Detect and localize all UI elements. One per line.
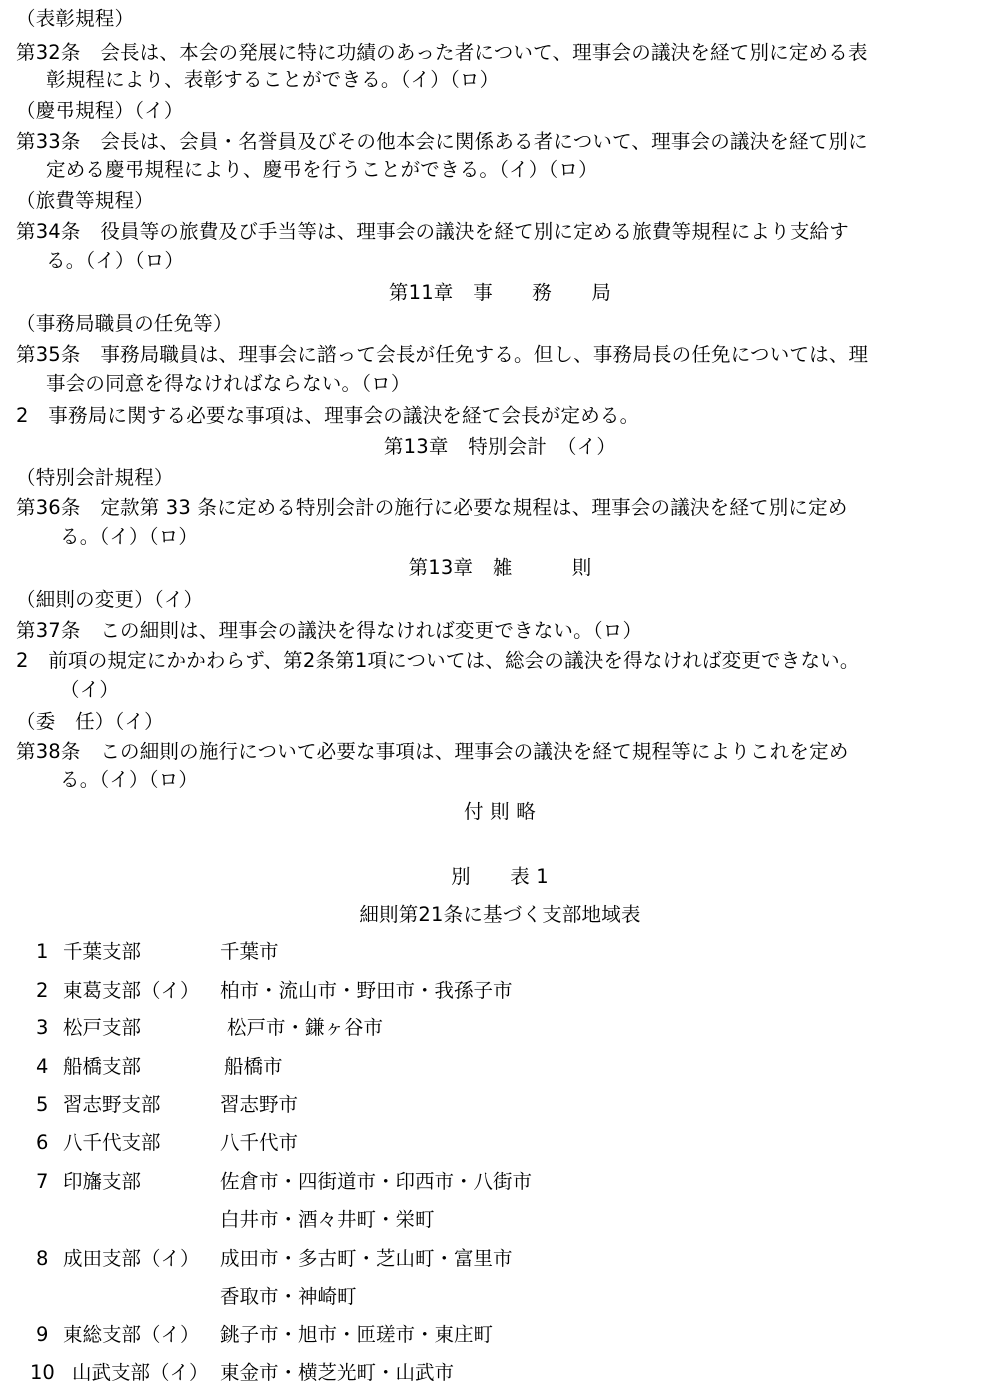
branch-number: 7 (36, 1170, 49, 1193)
branch-name: 千葉支部 (63, 940, 142, 963)
article-35-cont: 事会の同意を得なければならない。（ロ） (46, 372, 411, 395)
branch-number: 3 (36, 1016, 49, 1039)
branch-area: 成田市・多古町・芝山町・富里市 (220, 1247, 513, 1270)
appendix-subtitle: 細則第21条に基づく支部地域表 (359, 903, 641, 926)
branch-row (0, 976, 1000, 1006)
branch-row (0, 1052, 1000, 1082)
branch-name: 印旛支部 (63, 1170, 142, 1193)
branch-number: 2 (36, 979, 49, 1002)
article-32: 第32条 会長は、本会の発展に特に功績のあった者について、理事会の議決を経て別に定める表 (16, 41, 868, 64)
branch-area: 白井市・酒々井町・栄町 (220, 1208, 435, 1231)
heading-condolence: （慶弔規程）（イ） (16, 99, 184, 122)
branch-area: 銚子市・旭市・匝瑳市・東庄町 (220, 1323, 494, 1346)
branch-number: 6 (36, 1131, 49, 1154)
branch-area: 習志野市 (220, 1093, 299, 1116)
article-36: 第36条 定款第 33 条に定める特別会計の施行に必要な規程は、理事会の議決を経て別に定め (16, 496, 848, 519)
chapter-13-misc-title: 第13章 雑 則 (408, 556, 592, 579)
branch-area: 千葉市 (220, 940, 279, 963)
branch-row-continuation (0, 1282, 1000, 1312)
article-38: 第38条 この細則の施行について必要な事項は、理事会の議決を経て規程等によりこれを定め (16, 740, 849, 763)
article-33-cont: 定める慶弔規程により、慶弔を行うことができる。（イ）（ロ） (46, 158, 598, 181)
article-37-para-2-cont: （イ） (60, 678, 120, 701)
article-33: 第33条 会長は、会員・名誉員及びその他本会に関係ある者について、理事会の議決を経て別に (16, 130, 868, 153)
heading-amendment: （細則の変更）（イ） (16, 588, 204, 611)
branch-row-continuation (0, 1205, 1000, 1235)
branch-area: 東金市・横芝光町・山武市 (220, 1361, 455, 1384)
branch-row (0, 1090, 1000, 1120)
article-32-cont: 彰規程により、表彰することができる。（イ）（ロ） (46, 68, 500, 91)
heading-staff: （事務局職員の任免等） (16, 312, 233, 335)
article-36-cont: る。（イ）（ロ） (60, 525, 199, 548)
branch-row (0, 1167, 1000, 1197)
branch-name: 成田支部（イ） (63, 1247, 200, 1270)
branch-area: 香取市・神崎町 (220, 1285, 357, 1308)
branch-name: 山武支部（イ） (72, 1361, 209, 1384)
branch-row (0, 937, 1000, 967)
branch-row (0, 1128, 1000, 1158)
branch-name: 船橋支部 (63, 1055, 142, 1078)
branch-row (0, 1358, 1000, 1388)
branch-number: 5 (36, 1093, 49, 1116)
branch-number: 1 (36, 940, 49, 963)
branch-name: 習志野支部 (63, 1093, 161, 1116)
branch-row (0, 1244, 1000, 1274)
branch-area: 佐倉市・四街道市・印西市・八街市 (220, 1170, 533, 1193)
branch-number: 9 (36, 1323, 49, 1346)
heading-travel: （旅費等規程） (16, 189, 154, 212)
branch-area: 松戸市・鎌ヶ谷市 (227, 1016, 384, 1039)
branch-area: 柏市・流山市・野田市・我孫子市 (220, 979, 513, 1002)
branch-row (0, 1320, 1000, 1350)
appendix-title: 別 表 1 (451, 865, 549, 888)
article-34: 第34条 役員等の旅費及び手当等は、理事会の議決を経て別に定める旅費等規程により支給す (16, 220, 849, 243)
article-35-para-2: 2 事務局に関する必要な事項は、理事会の議決を経て会長が定める。 (16, 404, 640, 427)
supplementary-provisions: 付 則 略 (464, 800, 536, 823)
branch-number: 10 (30, 1361, 55, 1384)
branch-name: 東葛支部（イ） (63, 979, 200, 1002)
article-34-cont: る。（イ）（ロ） (46, 249, 185, 272)
branch-number: 4 (36, 1055, 49, 1078)
branch-row (0, 1013, 1000, 1043)
chapter-13-special-title: 第13章 特別会計 （イ） (383, 435, 617, 458)
branch-number: 8 (36, 1247, 49, 1270)
chapter-11-title: 第11章 事 務 局 (388, 281, 612, 304)
article-37-para-2: 2 前項の規定にかかわらず、第2条第1項については、総会の議決を得なければ変更できない。 (16, 649, 860, 672)
branch-name: 松戸支部 (63, 1016, 142, 1039)
branch-area: 船橋市 (224, 1055, 283, 1078)
branch-name: 八千代支部 (63, 1131, 161, 1154)
branch-name: 東総支部（イ） (63, 1323, 200, 1346)
heading-special-account: （特別会計規程） (16, 466, 174, 489)
article-37: 第37条 この細則は、理事会の議決を得なければ変更できない。（ロ） (16, 619, 643, 642)
heading-delegation: （委 任）（イ） (16, 710, 164, 733)
article-38-cont: る。（イ）（ロ） (60, 768, 199, 791)
heading-commendation: （表彰規程） (16, 7, 135, 30)
article-35: 第35条 事務局職員は、理事会に諮って会長が任免する。但し、事務局長の任免については、理 (16, 343, 869, 366)
branch-area: 八千代市 (220, 1131, 299, 1154)
